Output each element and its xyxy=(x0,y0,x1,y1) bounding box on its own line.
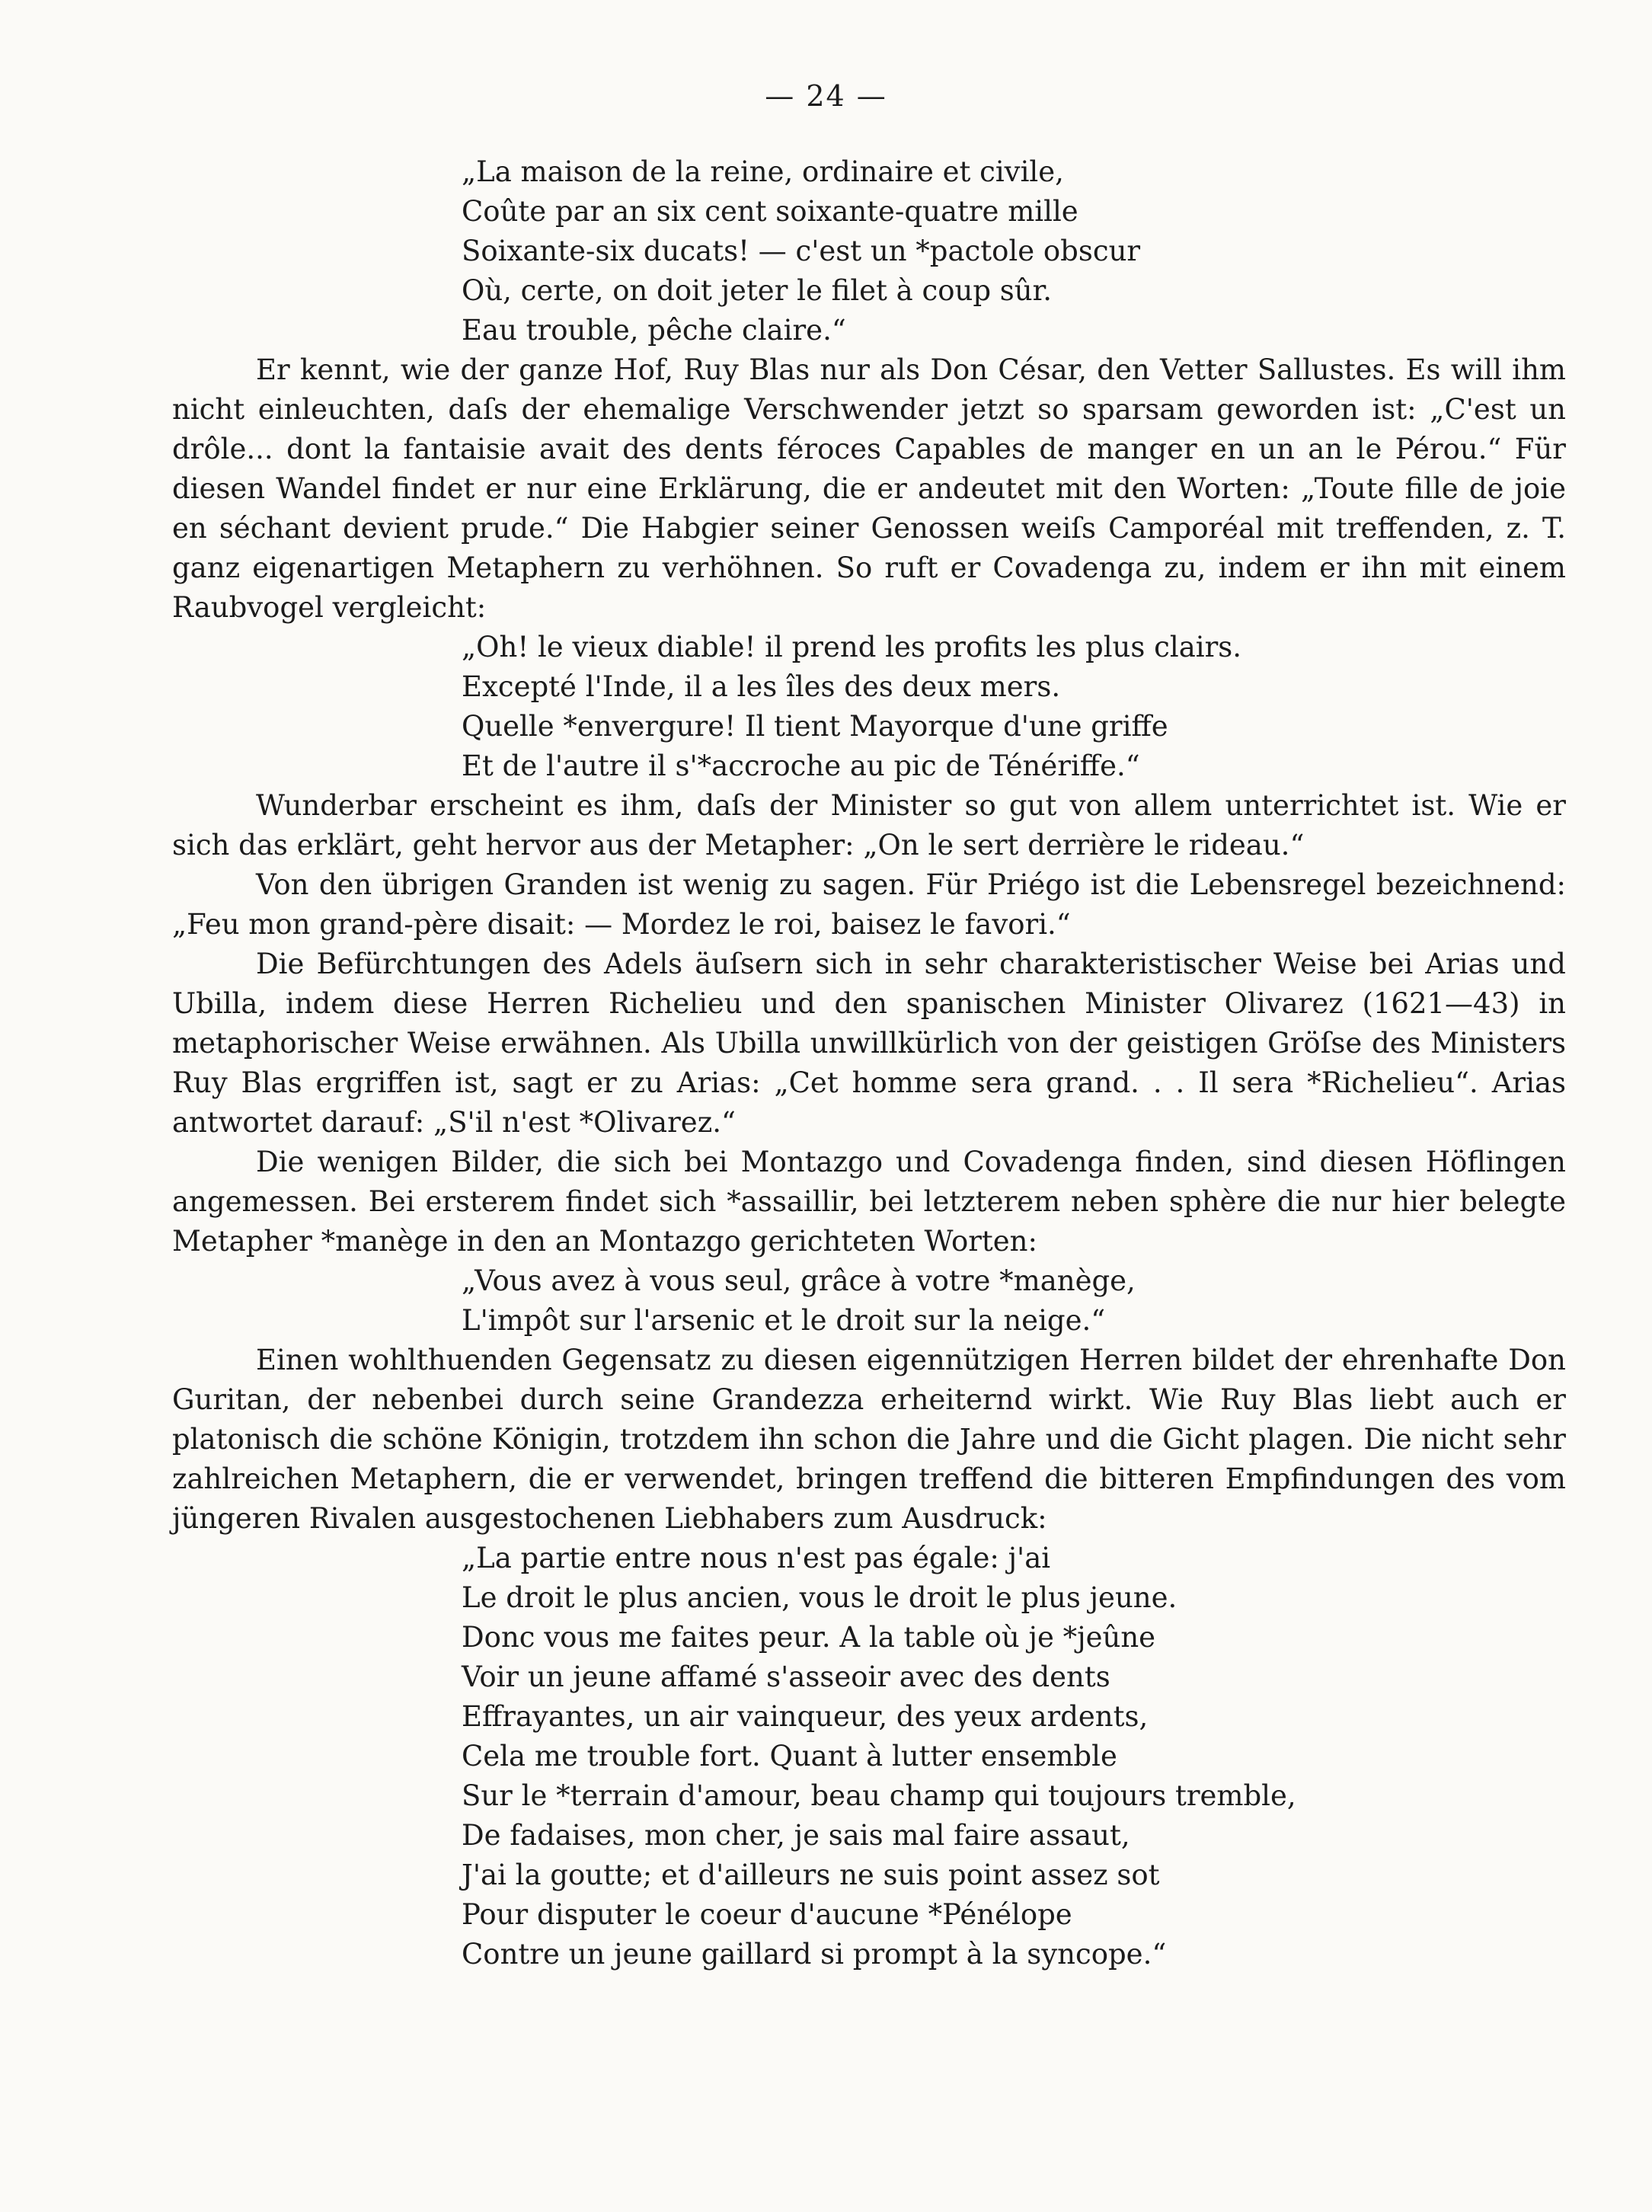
verse-line: Contre un jeune gaillard si prompt à la syncope.“ xyxy=(462,1938,1167,1971)
verse-line: „Vous avez à vous seul, grâce à votre *manège, xyxy=(462,1264,1136,1297)
verse-line: „La partie entre nous n'est pas égale: j'ai xyxy=(462,1542,1051,1574)
page-body xyxy=(172,152,1566,1974)
verse-line: Voir un jeune affamé s'asseoir avec des dents xyxy=(462,1661,1110,1693)
verse-line: Quelle *envergure! Il tient Mayorque d'une griffe xyxy=(462,710,1168,743)
paragraph: Die wenigen Bilder, die sich bei Montazgo und Covadenga finden, sind diesen Höflingen angemessen. Bei ersterem findet sich *assaillir, bei letzterem neben sphère die nur hier belegte Metapher *manège in den an Montazgo gerichteten Worten: xyxy=(172,1146,1566,1258)
verse-line: Eau trouble, pêche claire.“ xyxy=(462,314,846,347)
verse-line: Et de l'autre il s'*accroche au pic de Ténériffe.“ xyxy=(462,750,1140,782)
verse-line: Effrayantes, un air vainqueur, des yeux ardents, xyxy=(462,1700,1149,1733)
paragraph: Wunderbar erscheint es ihm, daſs der Minister so gut von allem unterrichtet ist. Wie er sich das erklärt, geht hervor aus der Metapher: „On le sert derrière le rideau.“ xyxy=(172,789,1566,861)
paragraph: Von den übrigen Granden ist wenig zu sagen. Für Priégo ist die Lebensregel bezeichnend: „Feu mon grand-père disait: — Mordez le roi, baisez le favori.“ xyxy=(172,868,1566,941)
verse-quote-2 xyxy=(462,628,1566,786)
verse-line: „Oh! le vieux diable! il prend les profits les plus clairs. xyxy=(462,631,1242,663)
verse-line: J'ai la goutte; et d'ailleurs ne suis point assez sot xyxy=(462,1859,1160,1891)
verse-line: Le droit le plus ancien, vous le droit le plus jeune. xyxy=(462,1581,1177,1614)
verse-line: L'impôt sur l'arsenic et le droit sur la neige.“ xyxy=(462,1304,1106,1337)
verse-line: Pour disputer le coeur d'aucune *Pénélope xyxy=(462,1898,1072,1931)
verse-line: Cela me trouble fort. Quant à lutter ensemble xyxy=(462,1740,1117,1772)
verse-quote-3 xyxy=(462,1261,1566,1341)
verse-line: Coûte par an six cent soixante-quatre mille xyxy=(462,195,1078,228)
verse-line: De fadaises, mon cher, je sais mal faire assaut, xyxy=(462,1819,1130,1852)
verse-line: Donc vous me faites peur. A la table où je *jeûne xyxy=(462,1621,1156,1654)
page-number: — 24 — xyxy=(765,79,887,113)
verse-line: Soixante-six ducats! — c'est un *pactole obscur xyxy=(462,235,1141,267)
paragraph: Die Befürchtungen des Adels äuſsern sich in sehr charakteristischer Weise bei Arias und Ubilla, indem diese Herren Richelieu und den spanischen Minister Olivarez (1621—43) in metaphorischer Weise erwähnen. Als Ubilla unwillkürlich von der geistigen Gröſse des Ministers Ruy Blas ergriffen ist, sagt er zu Arias: „Cet homme sera grand. . . Il sera *Richelieu“. Arias antwortet darauf: „S'il n'est *Olivarez.“ xyxy=(172,948,1566,1139)
verse-quote-4 xyxy=(462,1539,1566,1974)
verse-line: Excepté l'Inde, il a les îles des deux mers. xyxy=(462,670,1061,703)
verse-quote-1 xyxy=(462,152,1566,350)
verse-line: Où, certe, on doit jeter le filet à coup sûr. xyxy=(462,274,1052,307)
paragraph: Er kennt, wie der ganze Hof, Ruy Blas nur als Don César, den Vetter Sallustes. Es will ihm nicht einleuchten, daſs der ehemalige Verschwender jetzt so sparsam geworden ist: „C'est un drôle... dont la fantaisie avait des dents féroces Capables de manger en un an le Pérou.“ Für diesen Wandel findet er nur eine Erklärung, die er andeutet mit den Worten: „Toute fille de joie en séchant devient prude.“ Die Habgier seiner Genossen weiſs Camporéal mit treffenden, z. T. ganz eigenartigen Metaphern zu verhöhnen. So ruft er Covadenga zu, indem er ihn mit einem Raubvogel vergleicht: xyxy=(172,353,1566,624)
verse-line: „La maison de la reine, ordinaire et civile, xyxy=(462,155,1064,188)
paragraph: Einen wohlthuenden Gegensatz zu diesen eigennützigen Herren bildet der ehrenhafte Don Guritan, der nebenbei durch seine Grandezza erheiternd wirkt. Wie Ruy Blas liebt auch er platonisch die schöne Königin, trotzdem ihn schon die Jahre und die Gicht plagen. Die nicht sehr zahlreichen Metaphern, die er verwendet, bringen treffend die bitteren Empfindungen des vom jüngeren Rivalen ausgestochenen Liebhabers zum Ausdruck: xyxy=(172,1344,1566,1535)
verse-line: Sur le *terrain d'amour, beau champ qui toujours tremble, xyxy=(462,1779,1296,1812)
